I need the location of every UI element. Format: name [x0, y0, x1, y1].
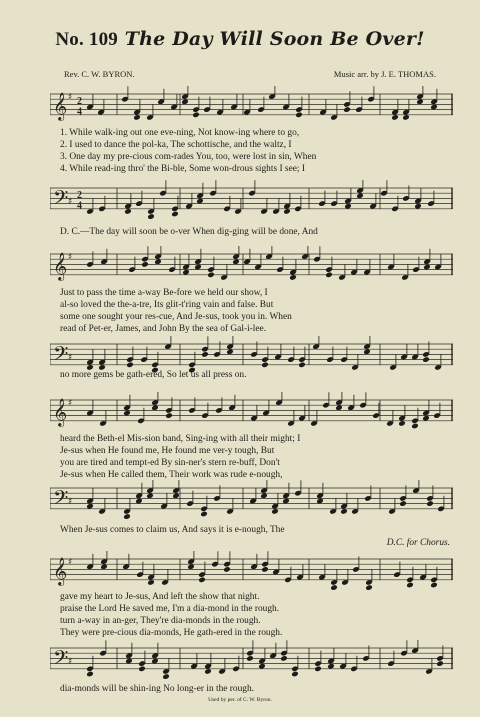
treble-clef-icon: 𝄞 — [53, 556, 68, 585]
note-head — [430, 582, 438, 589]
note-head — [330, 584, 338, 591]
time-signature: 2 — [77, 95, 82, 107]
sharp-icon: ♯ — [68, 398, 73, 409]
treble-clef-icon: 𝄞 — [53, 91, 68, 120]
verse-2-line-4: praise the Lord He saved me, I'm a dia-mond in the rough. — [60, 604, 280, 614]
note-head — [280, 655, 288, 662]
note-head — [171, 211, 179, 218]
bass-staff-3 — [50, 480, 453, 520]
note-head — [126, 362, 134, 369]
sharp-icon: ♯ — [68, 353, 73, 363]
note-head — [436, 660, 444, 667]
note-head — [123, 513, 131, 520]
treble-clef-icon: 𝄞 — [53, 397, 68, 426]
bass-clef-icon: 𝄢 — [53, 485, 69, 514]
note-head — [295, 112, 303, 119]
sharp-icon: ♯ — [68, 657, 73, 667]
note-head — [138, 666, 146, 673]
time-signature: 4 — [77, 200, 82, 212]
verse-2-line-3: Je-sus when He found me, He found me ver-y tough, But — [60, 446, 275, 456]
words-credit: Rev. C. W. BYRON. — [64, 69, 135, 79]
note-head — [399, 500, 407, 507]
verse-1-line-4: gave my heart to Je-sus, And left the show that night. — [60, 592, 260, 602]
note-head — [141, 261, 149, 268]
chorus-line-2: no more gems be gath-ered, So let us all press on. — [60, 370, 247, 380]
treble-clef-icon: 𝄞 — [53, 251, 68, 280]
verse-4-line-3: Je-sus when He called them, Their work was rude e-nough, — [60, 470, 283, 480]
note-head — [86, 671, 94, 678]
hymn-name: The Day Will Soon Be Over! — [124, 28, 425, 50]
note-head — [192, 112, 200, 119]
treble-staff-1 — [50, 86, 453, 126]
verse-2-line-2: al-so loved the the-a-tre, Its glit-t'ring vain and false. But — [60, 300, 274, 310]
chorus-line-3: When Je-sus comes to claim us, And says it is e-nough, The — [60, 525, 285, 535]
dc-for-chorus-marker: D.C. for Chorus. — [386, 538, 450, 548]
treble-staff-4 — [50, 551, 453, 591]
verse-3-line-2: some one sought your res-cue, And Je-sus, took you in. When — [60, 312, 292, 322]
sharp-icon: ♯ — [68, 557, 73, 568]
treble-staff-3 — [50, 392, 453, 432]
note-head — [200, 511, 208, 518]
permission-note: Used by per. of C. W. Byron. — [208, 697, 272, 703]
hymn-number: No. 109 — [55, 29, 118, 50]
note-head — [365, 584, 373, 591]
sharp-icon: ♯ — [68, 197, 73, 207]
verse-3-line-4: turn a-way in an-ger, They're dia-monds in the rough. — [60, 616, 261, 626]
bass-staff-4 — [50, 640, 453, 680]
bass-staff-1 — [50, 180, 453, 220]
bass-clef-icon: 𝄢 — [53, 645, 69, 674]
note-head — [162, 673, 170, 680]
note-head — [343, 106, 351, 113]
verse-1-line-2: Just to pass the time a-way Be-fore we held our show, I — [60, 288, 268, 298]
verse-4-line-4: They were pre-cious dia-monds, He gath-ered in the rough. — [60, 628, 283, 638]
note-head — [198, 577, 206, 584]
bass-clef-icon: 𝄢 — [53, 341, 69, 370]
note-head — [422, 356, 430, 363]
note-head — [165, 412, 173, 419]
note-head — [201, 351, 209, 358]
hymn-title — [0, 28, 480, 51]
sharp-icon: ♯ — [68, 497, 73, 507]
note-head — [325, 272, 333, 279]
music-credit: Music arr. by J. E. THOMAS. — [333, 69, 436, 79]
note-head — [261, 362, 269, 369]
note-head — [426, 500, 434, 507]
sharp-icon: ♯ — [68, 252, 73, 263]
verse-1-line-1: 1. While walk-ing out one eve-ning, Not know-ing where to go, — [60, 128, 300, 138]
verse-1-line-3: heard the Beth-el Mis-sion band, Sing-ing with all their might; I — [60, 434, 301, 444]
sharp-icon: ♯ — [68, 92, 73, 103]
note-head — [291, 671, 299, 678]
note-head — [298, 362, 306, 369]
chorus-line-4: dia-monds will be shin-ing No long-er in the rough. — [60, 684, 254, 694]
verse-4-line-2: read of Pet-er, James, and John By the sea of Gal-i-lee. — [60, 324, 267, 334]
treble-staff-2 — [50, 246, 453, 286]
note-head — [261, 566, 269, 573]
note-head — [246, 655, 254, 662]
note-head — [314, 666, 322, 673]
verse-3-line-3: you are tired and tempt-ed By sin-ner's stern re-buff, Don't — [60, 458, 280, 468]
note-head — [406, 582, 414, 589]
time-signature: 2 — [77, 189, 82, 201]
note-head — [411, 423, 419, 430]
note-head — [207, 272, 215, 279]
verse-3-line-1: 3. One day my pre-cious com-rades You, too, were lost in sin, When — [60, 152, 317, 162]
time-signature: 4 — [77, 106, 82, 118]
verse-4-line-1: 4. While read-ing thro' the Bi-ble, Some won-drous sights I see; I — [60, 164, 305, 174]
bass-clef-icon: 𝄢 — [53, 185, 69, 214]
note-head — [223, 566, 231, 573]
chorus-line-1: D. C.—The day will soon be o-ver When dig-ging will be done, And — [60, 227, 318, 237]
note-head — [147, 213, 155, 220]
verse-2-line-1: 2. I used to dance the pol-ka, The schottische, and the waltz, I — [60, 140, 292, 150]
